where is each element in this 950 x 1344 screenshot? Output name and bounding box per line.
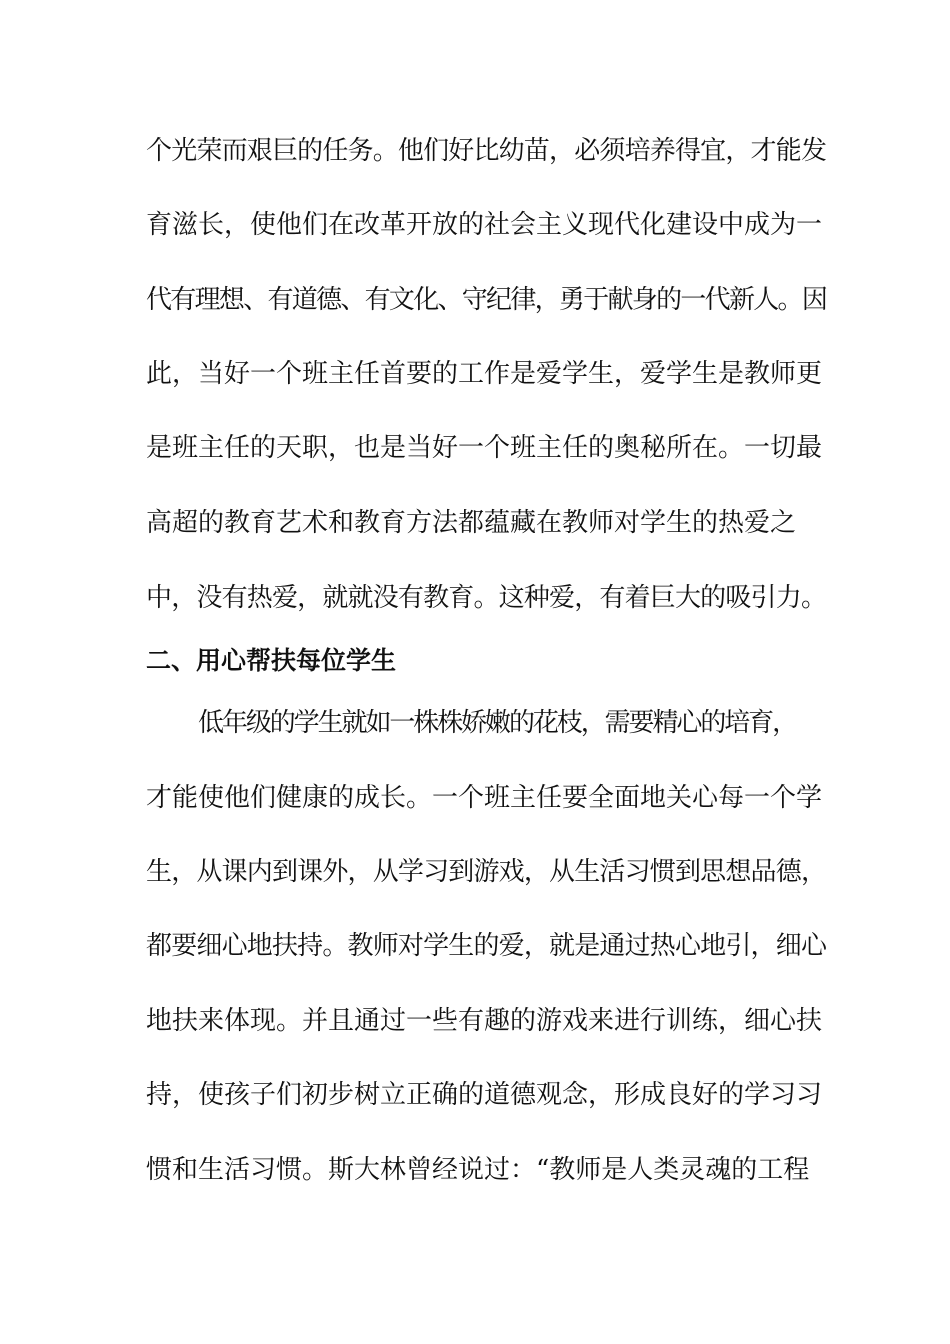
paragraph-line: 高超的教育艺术和教育方法都蕴藏在教师对学生的热爱之 — [146, 508, 797, 538]
paragraph-line: 育滋长，使他们在改革开放的社会主义现代化建设中成为一 — [146, 210, 823, 240]
paragraph-line: 惯和生活习惯。斯大林曾经说过：“教师是人类灵魂的工程 — [146, 1155, 810, 1185]
paragraph-line: 中，没有热爱，就就没有教育。这种爱，有着巨大的吸引力。 — [146, 583, 827, 613]
paragraph-line: 是班主任的天职，也是当好一个班主任的奥秘所在。一切最 — [146, 433, 823, 463]
paragraph-line: 持，使孩子们初步树立正确的道德观念，形成良好的学习习 — [146, 1080, 823, 1110]
paragraph-line: 地扶来体现。并且通过一些有趣的游戏来进行训练，细心扶 — [146, 1006, 823, 1036]
paragraph-line: 都要细心地扶持。教师对学生的爱，就是通过热心地引，细心 — [146, 931, 827, 961]
paragraph-line: 生，从课内到课外，从学习到游戏，从生活习惯到思想品德， — [146, 857, 827, 887]
paragraph-line: 代有理想、有道德、有文化、守纪律，勇于献身的一代新人。因 — [146, 285, 827, 315]
section-heading: 二、用心帮扶每位学生 — [146, 646, 397, 675]
paragraph-line: 个光荣而艰巨的任务。他们好比幼苗，必须培养得宜，才能发 — [146, 136, 827, 166]
paragraph-line: 低年级的学生就如一株株娇嫩的花枝，需要精心的培育， — [198, 708, 797, 738]
paragraph-line: 此，当好一个班主任首要的工作是爱学生，爱学生是教师更 — [146, 359, 823, 389]
paragraph-line: 才能使他们健康的成长。一个班主任要全面地关心每一个学 — [146, 783, 823, 813]
